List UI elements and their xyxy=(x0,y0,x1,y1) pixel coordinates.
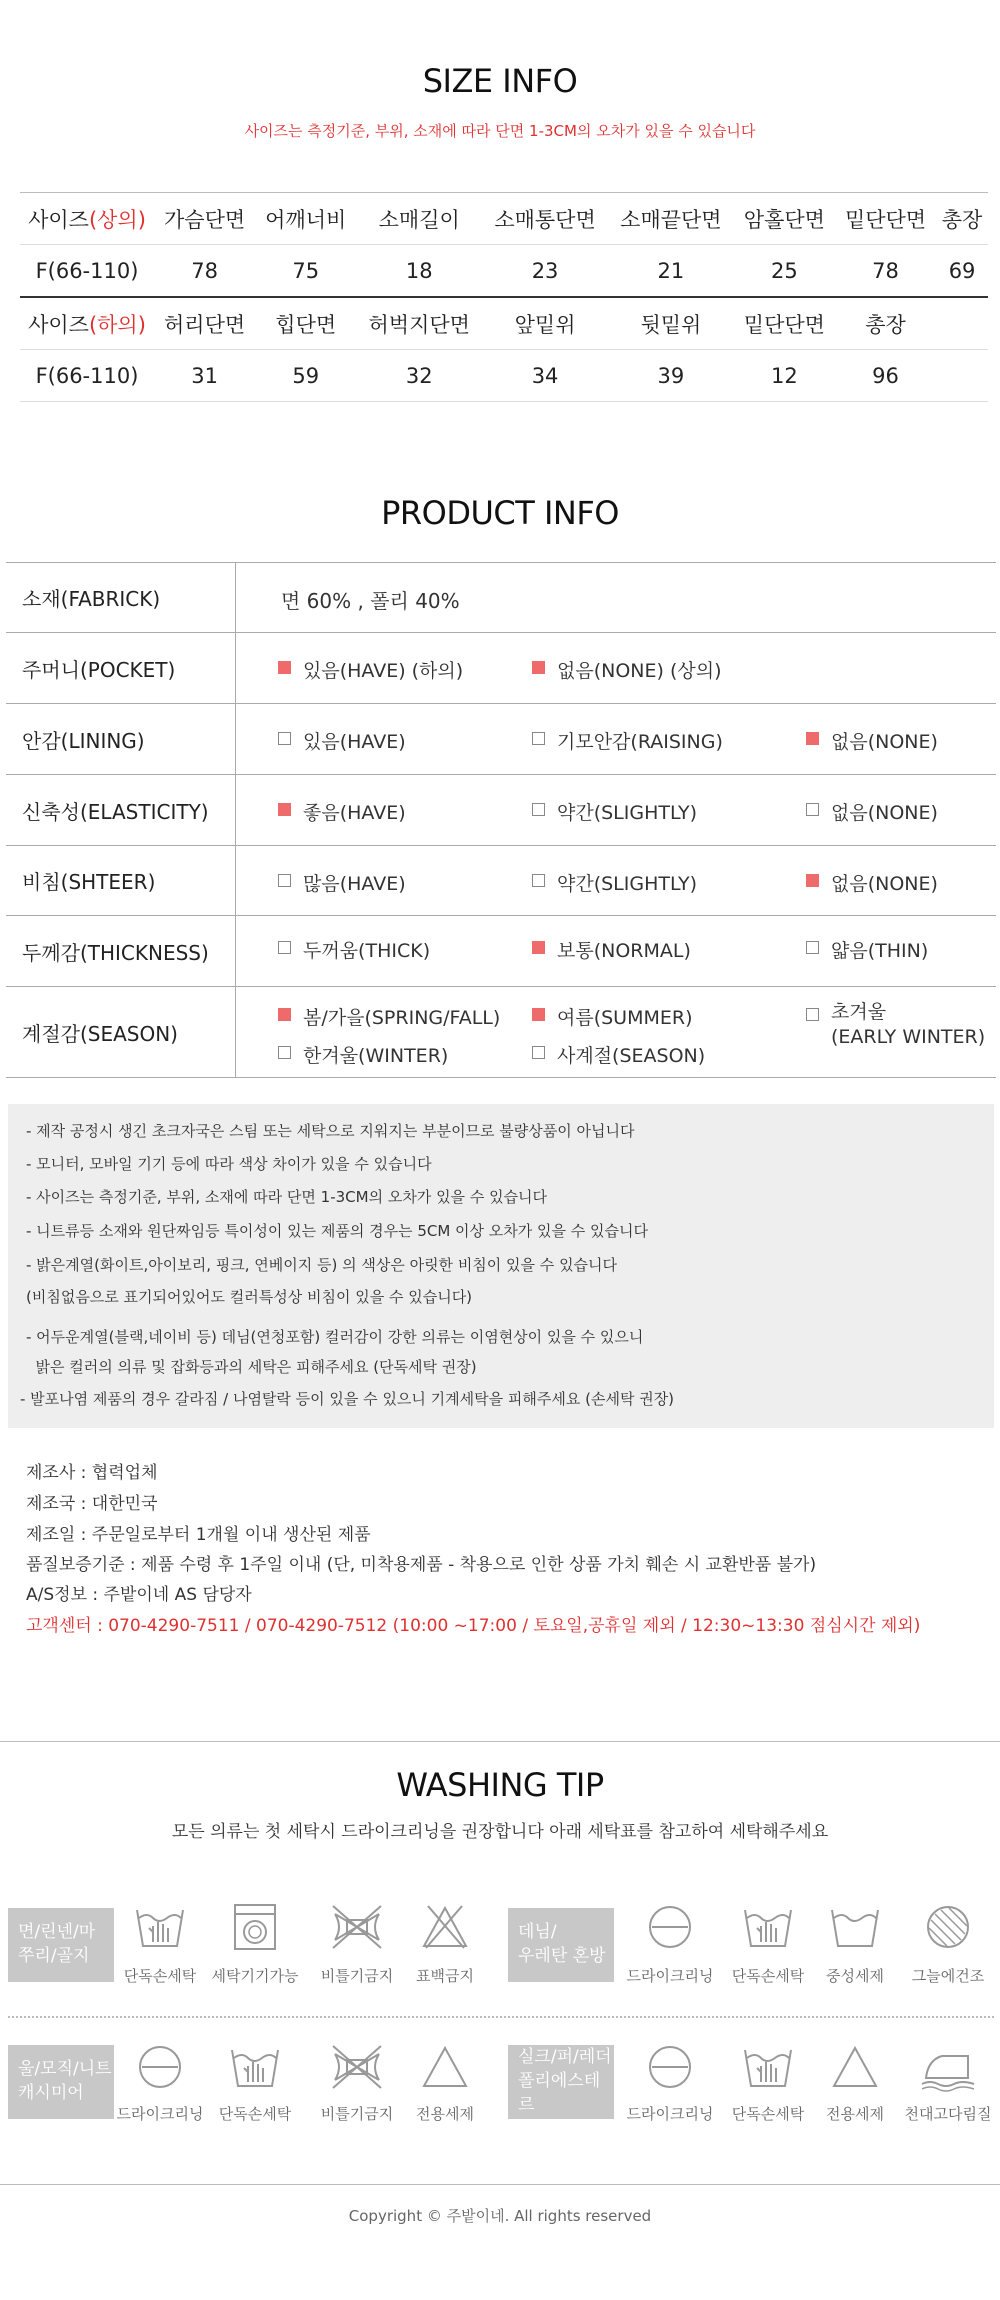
size-bottom-header: 밑단단면 xyxy=(734,297,835,350)
size-top-header: 소매통단면 xyxy=(482,193,608,245)
size-bottom-header: 힙단면 xyxy=(255,297,356,350)
pocket-label: 주머니(POCKET) xyxy=(6,633,236,703)
size-bottom-header: 허리단면 xyxy=(154,297,255,350)
lining-option-have: 있음(HAVE) xyxy=(278,727,406,754)
notice-line: - 니트류등 소재와 원단짜임등 특이성이 있는 제품의 경우는 5CM 이상 오차가 있을 수 있습니다 xyxy=(26,1222,648,1240)
size-bottom-header: 뒷밑위 xyxy=(608,297,734,350)
pocket-row xyxy=(6,633,996,704)
checked-box-icon xyxy=(532,1008,545,1021)
unchecked-box-icon xyxy=(278,1046,291,1059)
unchecked-box-icon xyxy=(806,941,819,954)
wash-label: 비틀기금지 xyxy=(320,2105,394,2123)
pocket-option-have: 있음(HAVE) (하의) xyxy=(278,656,463,683)
lining-option-none: 없음(NONE) xyxy=(806,727,938,754)
manufacture-date-info: 제조일 : 주문일로부터 1개월 이내 생산된 제품 xyxy=(26,1525,371,1545)
washing-machine-icon xyxy=(205,1902,305,1952)
dry-clean-icon xyxy=(110,2042,210,2092)
season-label: 계절감(SEASON) xyxy=(6,987,236,1077)
notice-line: - 밝은계열(화이트,아이보리, 핑크, 연베이지 등) 의 색상은 아릿한 비침이 있을 수 있습니다 xyxy=(26,1256,618,1274)
iron-with-cloth-icon xyxy=(898,2042,998,2092)
copyright: Copyright © 주밭이네. All rights reserved xyxy=(348,2207,652,2225)
notice-line: 밝은 컬러의 의류 및 잡화등과의 세탁은 피해주세요 (단독세탁 권장) xyxy=(26,1358,477,1376)
size-bottom-value: 32 xyxy=(356,350,482,402)
size-bottom-value-row xyxy=(20,350,988,402)
thickness-label: 두께감(THICKNESS) xyxy=(6,916,236,986)
category-silk-fur-leather: 실크/퍼/레더 폴리에스테르 xyxy=(508,2045,614,2119)
size-top-header: 총장 xyxy=(936,193,988,245)
as-info: A/S정보 : 주밭이네 AS 담당자 xyxy=(26,1585,252,1605)
customer-center-info: 고객센터 : 070-4290-7511 / 070-4290-7512 (10:00 ~17:00 / 토요일,공휴일 제외 / 12:30~13:30 점심시간 제외) xyxy=(26,1616,921,1636)
unchecked-box-icon xyxy=(532,732,545,745)
size-bottom-value: 39 xyxy=(608,350,734,402)
elasticity-option-slightly: 약간(SLIGHTLY) xyxy=(532,798,697,825)
wash-label: 드라이크리닝 xyxy=(626,1967,714,1985)
unchecked-box-icon xyxy=(806,803,819,816)
product-info-table xyxy=(6,562,996,1078)
season-option-early-winter: 초겨울 (EARLY WINTER) xyxy=(806,1003,985,1050)
category-denim-urethane: 데님/ 우레탄 혼방 xyxy=(508,1908,614,1982)
size-top-header: 소매끝단면 xyxy=(608,193,734,245)
no-wringing-icon xyxy=(307,1902,407,1952)
checked-box-icon xyxy=(278,1008,291,1021)
unchecked-box-icon xyxy=(278,732,291,745)
manufacturer-info: 제조사 : 협력업체 xyxy=(26,1463,158,1483)
unchecked-box-icon xyxy=(532,803,545,816)
size-top-value: 78 xyxy=(835,245,936,298)
lining-row xyxy=(6,704,996,775)
footer-divider xyxy=(0,2184,1000,2185)
sheer-row xyxy=(6,846,996,916)
size-bottom-label: 사이즈(하의) xyxy=(20,297,154,350)
fabric-value: 면 60% , 폴리 40% xyxy=(281,589,460,613)
sheer-option-none: 없음(NONE) xyxy=(806,869,938,896)
shade-dry-icon xyxy=(898,1902,998,1952)
unchecked-box-icon xyxy=(806,1008,819,1021)
size-bottom-value: 12 xyxy=(734,350,835,402)
special-detergent-icon xyxy=(805,2042,905,2092)
size-top-value: 25 xyxy=(734,245,835,298)
sheer-option-have: 많음(HAVE) xyxy=(278,869,406,896)
size-top-value: 23 xyxy=(482,245,608,298)
unchecked-box-icon xyxy=(532,1046,545,1059)
hand-wash-icon xyxy=(718,2042,818,2092)
lining-label: 안감(LINING) xyxy=(6,704,236,774)
dry-clean-icon xyxy=(620,2042,720,2092)
size-info-title: SIZE INFO xyxy=(422,62,578,100)
size-top-header: 가슴단면 xyxy=(154,193,255,245)
unchecked-box-icon xyxy=(278,874,291,887)
notice-line: - 모니터, 모바일 기기 등에 따라 색상 차이가 있을 수 있습니다 xyxy=(26,1155,432,1173)
wash-label: 그늘에건조 xyxy=(911,1967,985,1985)
lining-option-raising: 기모안감(RAISING) xyxy=(532,727,723,754)
size-bottom-header: 총장 xyxy=(835,297,936,350)
wash-label: 중성세제 xyxy=(826,1967,884,1985)
elasticity-label: 신축성(ELASTICITY) xyxy=(6,775,236,845)
sheer-option-slightly: 약간(SLIGHTLY) xyxy=(532,869,697,896)
wash-label: 표백금지 xyxy=(416,1967,474,1985)
season-option-all: 사계절(SEASON) xyxy=(532,1041,705,1068)
category-cotton-linen: 면/린넨/마 쭈리/골지 xyxy=(8,1908,114,1982)
notice-line: - 어두운계열(블랙,네이비 등) 데님(연청포함) 컬러감이 강한 의류는 이염현상이 있을 수 있으니 xyxy=(26,1328,644,1346)
no-bleach-icon xyxy=(395,1902,495,1952)
size-bottom-size: F(66-110) xyxy=(20,350,154,402)
notice-line: - 사이즈는 측정기준, 부위, 소재에 따라 단면 1-3CM의 오차가 있을 수 있습니다 xyxy=(26,1188,548,1206)
country-info: 제조국 : 대한민국 xyxy=(26,1494,158,1514)
wash-label: 전용세제 xyxy=(826,2105,884,2123)
size-bottom-header: 허벅지단면 xyxy=(356,297,482,350)
wash-label: 단독손세탁 xyxy=(123,1967,197,1985)
wash-label: 드라이크리닝 xyxy=(626,2105,714,2123)
wash-label: 단독손세탁 xyxy=(731,2105,805,2123)
dry-clean-icon xyxy=(620,1902,720,1952)
fabric-row xyxy=(6,563,996,633)
size-top-value: 18 xyxy=(356,245,482,298)
elasticity-row xyxy=(6,775,996,846)
category-wool-knit: 울/모직/니트 캐시미어 xyxy=(8,2045,114,2119)
size-bottom-value: 59 xyxy=(255,350,356,402)
size-top-value: 78 xyxy=(154,245,255,298)
season-option-spring-fall: 봄/가을(SPRING/FALL) xyxy=(278,1003,500,1030)
checked-box-icon xyxy=(806,874,819,887)
wash-label: 단독손세탁 xyxy=(218,2105,292,2123)
size-top-header: 밑단단면 xyxy=(835,193,936,245)
elasticity-option-none: 없음(NONE) xyxy=(806,798,938,825)
sheer-label: 비침(SHTEER) xyxy=(6,846,236,915)
notice-box xyxy=(8,1104,994,1428)
no-wringing-icon xyxy=(307,2042,407,2092)
dotted-divider xyxy=(8,2016,994,2018)
checked-box-icon xyxy=(278,661,291,674)
season-row xyxy=(6,987,996,1078)
washing-tip-subtitle: 모든 의류는 첫 세탁시 드라이크리닝을 권장합니다 아래 세탁표를 참고하여 세탁해주세요 xyxy=(171,1822,829,1842)
notice-line: (비침없음으로 표기되어있어도 컬러특성상 비침이 있을 수 있습니다) xyxy=(26,1288,473,1306)
hand-wash-icon xyxy=(110,1902,210,1952)
hand-wash-icon xyxy=(205,2042,305,2092)
size-bottom-header xyxy=(936,297,988,350)
size-top-value: 21 xyxy=(608,245,734,298)
checked-box-icon xyxy=(532,661,545,674)
special-detergent-icon xyxy=(395,2042,495,2092)
size-bottom-value: 96 xyxy=(835,350,936,402)
size-top-value: 75 xyxy=(255,245,356,298)
hand-wash-icon xyxy=(718,1902,818,1952)
warranty-info: 품질보증기준 : 제품 수령 후 1주일 이내 (단, 미착용제품 - 착용으로 인한 상품 가치 훼손 시 교환반품 불가) xyxy=(26,1555,817,1575)
size-top-size: F(66-110) xyxy=(20,245,154,298)
size-bottom-value xyxy=(936,350,988,402)
neutral-detergent-icon xyxy=(805,1902,905,1952)
size-bottom-header-row xyxy=(20,297,988,350)
thickness-row xyxy=(6,916,996,987)
size-bottom-header: 앞밑위 xyxy=(482,297,608,350)
size-top-header-row xyxy=(20,193,988,245)
size-table xyxy=(20,192,988,402)
notice-line: - 발포나염 제품의 경우 갈라짐 / 나염탈락 등이 있을 수 있으니 기계세탁을 피해주세요 (손세탁 권장) xyxy=(20,1390,675,1408)
wash-label: 전용세제 xyxy=(416,2105,474,2123)
size-info-note: 사이즈는 측정기준, 부위, 소재에 따라 단면 1-3CM의 오차가 있을 수 있습니다 xyxy=(244,122,756,140)
fabric-label: 소재(FABRICK) xyxy=(6,563,236,632)
unchecked-box-icon xyxy=(532,874,545,887)
season-option-winter: 한겨울(WINTER) xyxy=(278,1041,448,1068)
unchecked-box-icon xyxy=(278,941,291,954)
thickness-option-normal: 보통(NORMAL) xyxy=(532,936,691,963)
elasticity-option-have: 좋음(HAVE) xyxy=(278,798,406,825)
season-option-summer: 여름(SUMMER) xyxy=(532,1003,693,1030)
size-top-label: 사이즈(상의) xyxy=(20,193,154,245)
wash-label: 천대고다림질 xyxy=(904,2105,992,2123)
thickness-option-thick: 두꺼움(THICK) xyxy=(278,936,430,963)
wash-label: 단독손세탁 xyxy=(731,1967,805,1985)
thickness-option-thin: 얇음(THIN) xyxy=(806,936,928,963)
product-info-title: PRODUCT INFO xyxy=(381,494,619,532)
wash-label: 세탁기기가능 xyxy=(211,1967,299,1985)
section-divider xyxy=(0,1741,1000,1742)
checked-box-icon xyxy=(532,941,545,954)
size-top-header: 소매길이 xyxy=(356,193,482,245)
size-top-value-row xyxy=(20,245,988,298)
wash-label: 비틀기금지 xyxy=(320,1967,394,1985)
checked-box-icon xyxy=(278,803,291,816)
size-top-header: 암홀단면 xyxy=(734,193,835,245)
size-bottom-value: 31 xyxy=(154,350,255,402)
size-bottom-value: 34 xyxy=(482,350,608,402)
size-top-header: 어깨너비 xyxy=(255,193,356,245)
washing-tip-title: WASHING TIP xyxy=(396,1766,604,1804)
notice-line: - 제작 공정시 생긴 초크자국은 스팀 또는 세탁으로 지워지는 부분이므로 불량상품이 아닙니다 xyxy=(26,1122,635,1140)
size-top-value: 69 xyxy=(936,245,988,298)
wash-label: 드라이크리닝 xyxy=(116,2105,204,2123)
checked-box-icon xyxy=(806,732,819,745)
pocket-option-none: 없음(NONE) (상의) xyxy=(532,656,722,683)
